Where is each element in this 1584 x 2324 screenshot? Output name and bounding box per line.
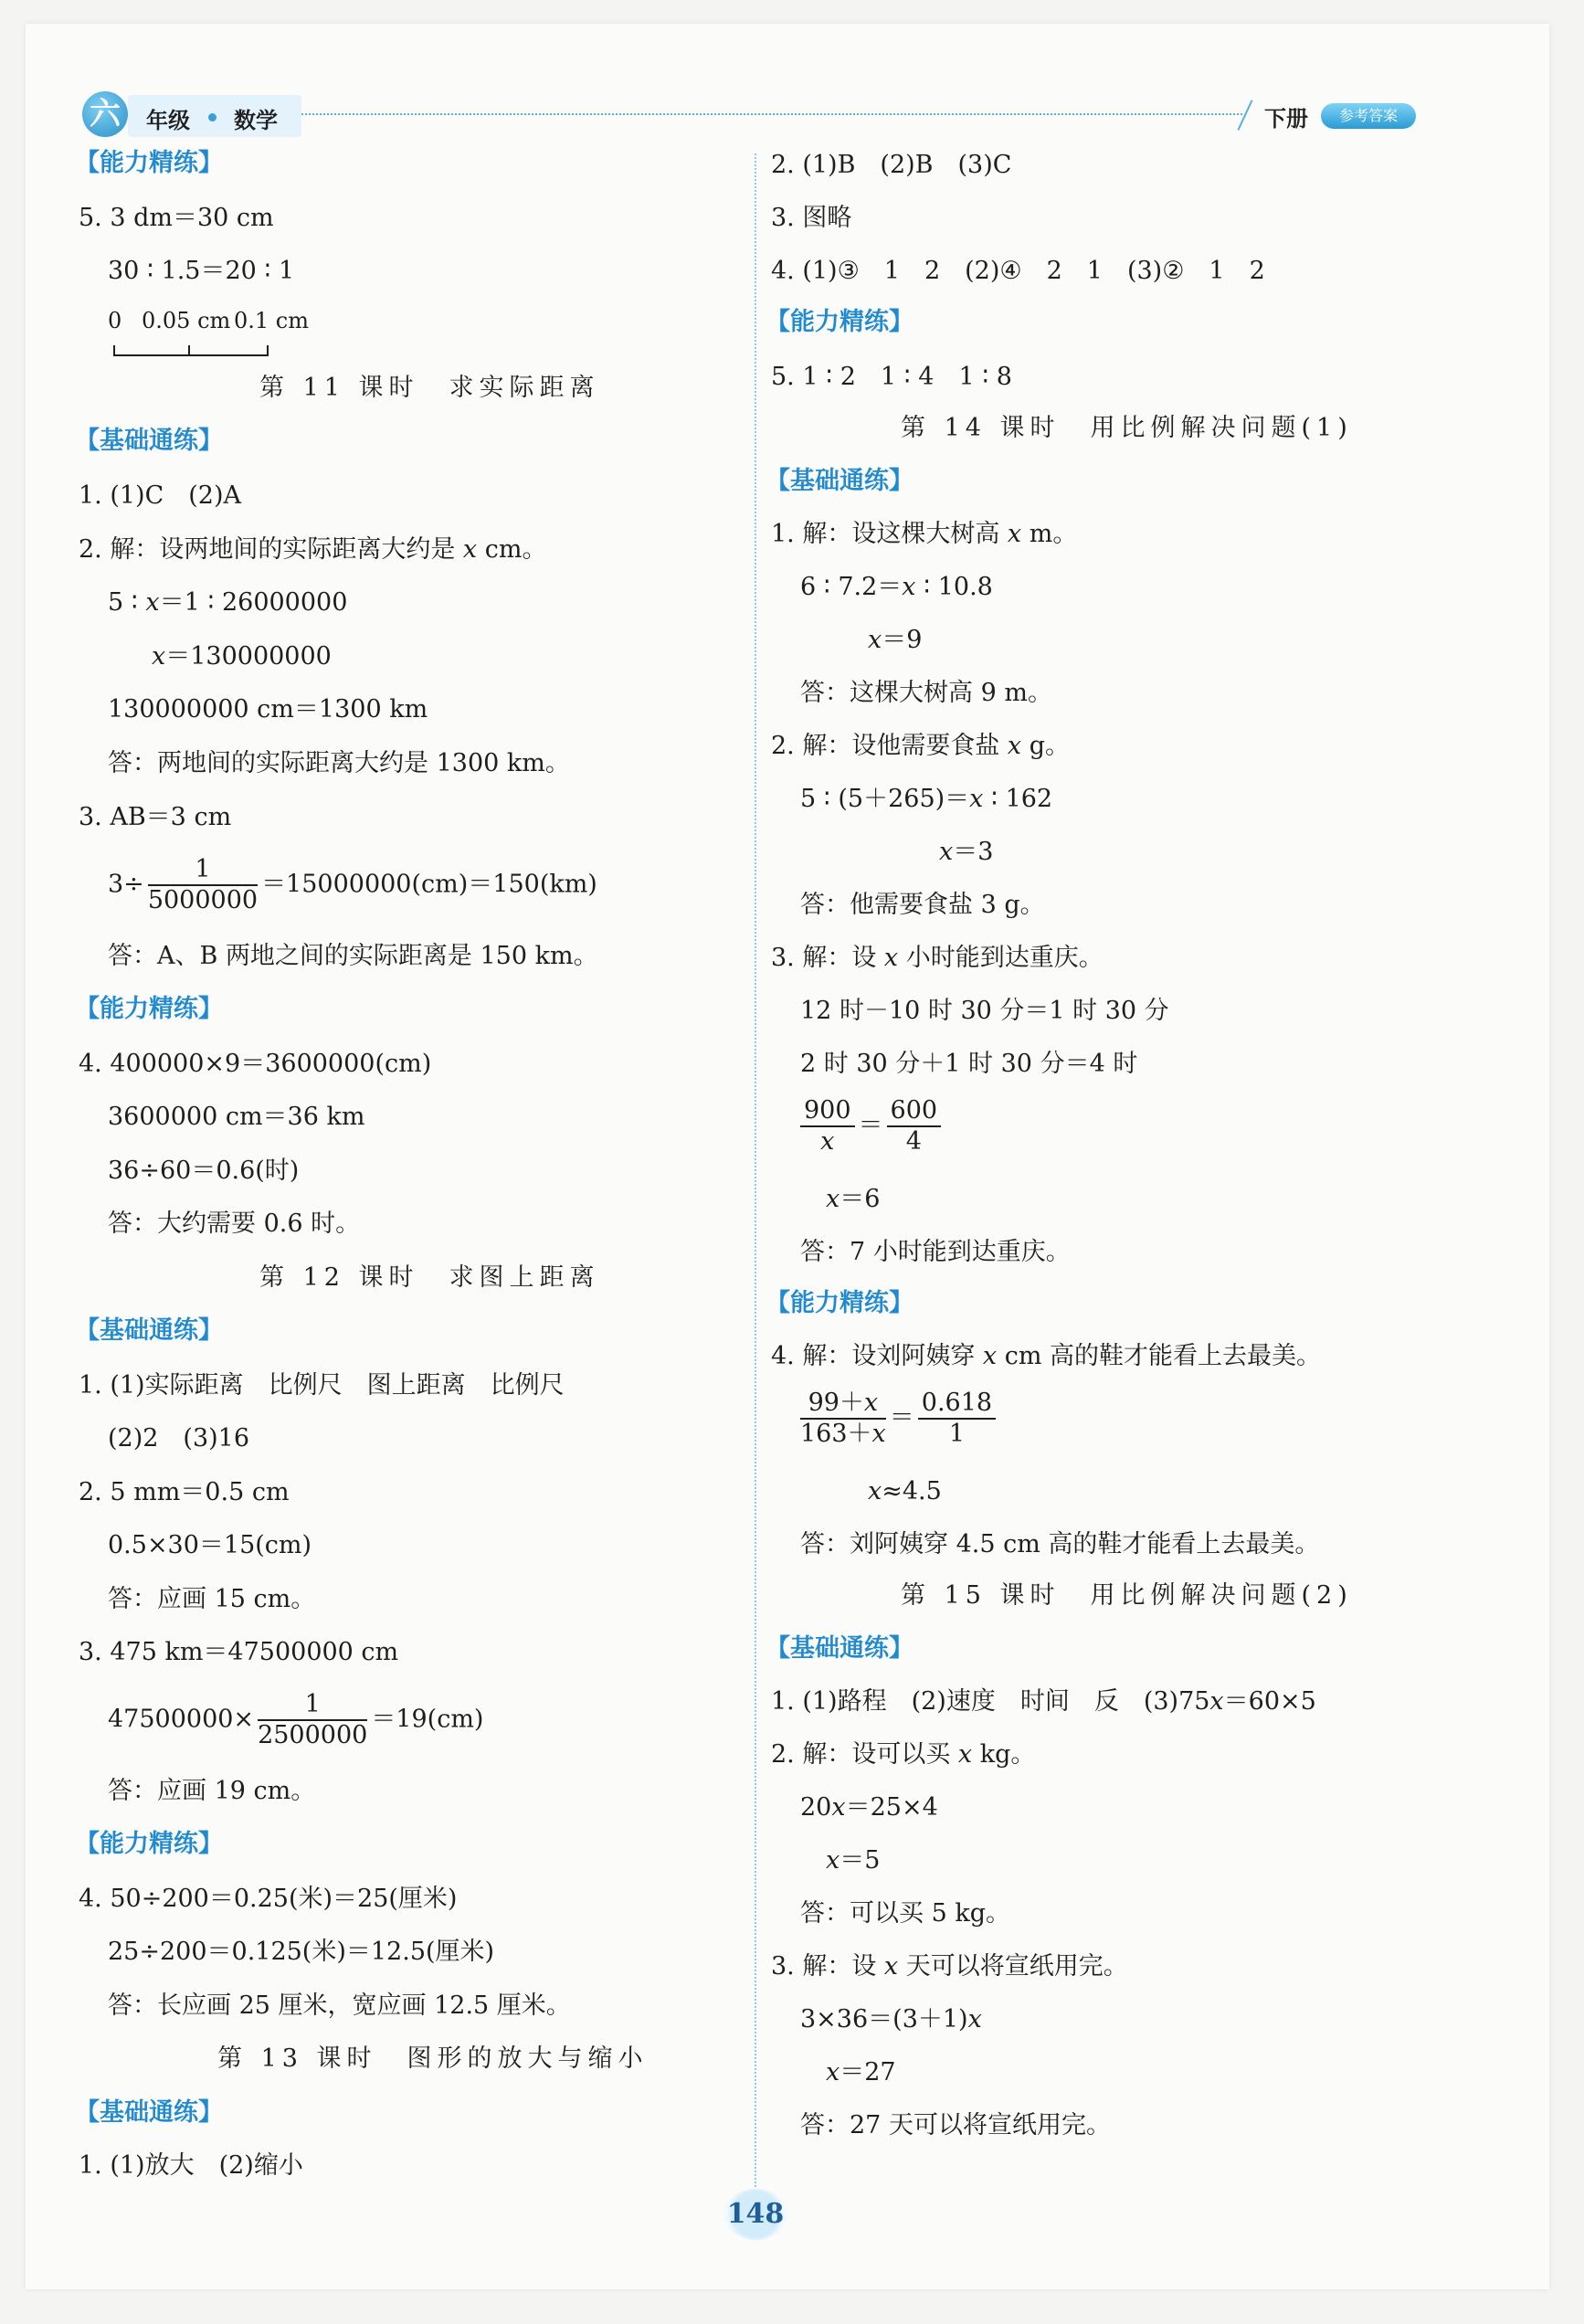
answer-line: (2)2 (3)16 [108,1424,250,1452]
section-ability: 【能力精练】 [766,1289,913,1317]
numerator: 600 [887,1096,942,1127]
section-ability: 【能力精练】 [75,149,223,177]
answer-line: 3. 解：设 𝑥 小时能到达重庆。 [771,944,1104,972]
fraction [800,1096,855,1157]
answer-line: 答：7 小时能到达重庆。 [800,1238,1071,1266]
answer-line: 𝑥＝3 [939,838,994,866]
section-basic: 【基础通练】 [75,427,223,455]
denominator: 2500000 [258,1721,368,1749]
expr-pre: 47500000× [108,1705,255,1734]
answer-line: 30 ∶ 1.5＝20 ∶ 1 [108,257,295,285]
answer-line: 3. AB＝3 cm [79,803,232,831]
section-ability: 【能力精练】 [75,995,223,1023]
answer-line: 1. (1)路程 (2)速度 时间 反 (3)75𝑥＝60×5 [771,1687,1316,1716]
header-rule [301,113,1242,115]
scale-label-end: 0.1 cm [234,308,309,333]
answer-line: 2. 解：设他需要食盐 𝑥 g。 [771,732,1071,760]
scale-label-mid: 0.05 cm [142,308,231,333]
expr-post: ＝19(cm) [371,1705,484,1734]
answer-line: 答：27 天可以将宣纸用完。 [800,2111,1111,2139]
page-number: 148 [723,2189,787,2240]
answer-line: 130000000 cm＝1300 km [108,695,428,724]
answer-line: 答：可以买 5 kg。 [800,1899,1010,1928]
section-ability: 【能力精练】 [75,1830,223,1858]
answer-key-badge: 参考答案 [1321,103,1416,129]
section-basic: 【基础通练】 [766,1634,913,1663]
fraction [887,1096,942,1157]
answer-line: 36÷60＝0.6(时) [108,1157,300,1185]
answer-line: 5 ∶ 𝑥＝1 ∶ 26000000 [108,588,348,617]
lesson-title: 第 11 课时 求实际距离 [259,374,600,402]
answer-line: 2. 解：设可以买 𝑥 kg。 [771,1740,1036,1769]
grade-badge: 六 [82,91,128,137]
answer-line: 𝑥≈4.5 [868,1477,942,1505]
answer-line: 答：刘阿姨穿 4.5 cm 高的鞋才能看上去最美。 [800,1530,1320,1558]
answer-line: 𝑥＝130000000 [152,642,332,671]
fraction-line [108,1690,483,1750]
denominator: 4 [905,1127,922,1156]
answer-line: 答：长应画 25 厘米，宽应画 12.5 厘米。 [108,1991,571,2020]
section-basic: 【基础通练】 [75,1316,223,1345]
answer-line: 𝑥＝9 [868,626,923,654]
answer-line: 20𝑥＝25×4 [800,1793,938,1822]
answer-line: 5. 1 ∶ 2 1 ∶ 4 1 ∶ 8 [771,363,1012,391]
answer-line: 25÷200＝0.125(米)＝12.5(厘米) [108,1938,495,1966]
answer-line: 5 ∶ (5＋265)＝𝑥 ∶ 162 [800,785,1053,813]
answer-line: 4. 400000×9＝3600000(cm) [79,1050,432,1078]
fraction [258,1690,367,1750]
fraction-line: $\frac{900}{\text{𝑥}}$ ＝ $\frac{600}{4}$ [797,1096,945,1157]
answer-line: 𝑥＝27 [826,2058,896,2086]
denominator: 163＋𝑥 [800,1420,886,1448]
fraction [800,1389,886,1449]
answer-line: 1. (1)放大 (2)缩小 [79,2151,303,2180]
section-basic: 【基础通练】 [75,2098,223,2127]
answer-line: 3. 图略 [771,204,852,232]
expr-post: ＝15000000(cm)＝150(km) [261,870,597,899]
answer-line: 答：大约需要 0.6 时。 [108,1210,361,1238]
answer-line: 答：这棵大树高 9 m。 [800,679,1052,707]
lesson-title: 第 15 课时 用比例解决问题(2) [901,1581,1353,1610]
scale-bar-tick [188,345,190,354]
denominator: 5000000 [147,886,259,914]
numerator: 1 [258,1690,367,1721]
scale-label-0: 0 [108,308,122,333]
answer-line: 6 ∶ 7.2＝𝑥 ∶ 10.8 [800,573,993,601]
fraction [148,855,258,915]
answer-line: 答：应画 15 cm。 [108,1585,316,1613]
numerator: 0.618 [918,1389,996,1420]
numerator: 1 [148,855,258,886]
volume-label: 下册 [1264,106,1308,132]
answer-line: 2 时 30 分＋1 时 30 分＝4 时 [800,1050,1138,1078]
answer-line: 3600000 cm＝36 km [108,1103,365,1131]
answer-line: 4. (1)③ 1 2 (2)④ 2 1 (3)② 1 2 [771,257,1265,285]
column-divider [755,153,756,2191]
answer-line: 3. 解：设 𝑥 天可以将宣纸用完。 [771,1952,1128,1981]
answer-line: 0.5×30＝15(cm) [108,1531,312,1559]
lesson-title: 第 12 课时 求图上距离 [259,1263,600,1292]
subject-label: 数学 [234,108,278,133]
section-basic: 【基础通练】 [766,467,913,495]
fraction-line: $\frac{\text{99＋𝑥}}{\text{163＋𝑥}}$ ＝ $\frac{0.618}{1}$ [797,1389,999,1449]
answer-line: 12 时－10 时 30 分＝1 时 30 分 [800,997,1169,1025]
answer-line: 答：应画 19 cm。 [108,1777,316,1805]
answer-line: 𝑥＝5 [826,1846,881,1875]
lesson-title: 第 13 课时 图形的放大与缩小 [217,2044,649,2073]
answer-line: 1. 解：设这棵大树高 𝑥 m。 [771,520,1078,548]
grade-label: 年级 [146,108,190,133]
scale-bar [113,345,269,356]
fraction-line [108,855,597,915]
answer-line: 答：他需要食盐 3 g。 [800,891,1045,919]
denominator: 1 [948,1420,965,1448]
numerator: 99＋𝑥 [800,1389,886,1420]
answer-line: 3. 475 km＝47500000 cm [79,1638,399,1666]
answer-line: 答：A、B 两地之间的实际距离是 150 km。 [108,942,598,970]
expr-pre: 3÷ [108,870,144,899]
answer-line: 2. (1)B (2)B (3)C [771,151,1012,179]
numerator: 900 [800,1096,855,1127]
answer-line: 1. (1)C (2)A [79,481,241,510]
fraction [918,1389,996,1449]
answer-line: 4. 解：设刘阿姨穿 𝑥 cm 高的鞋才能看上去最美。 [771,1342,1322,1370]
answer-line: 答：两地间的实际距离大约是 1300 km。 [108,749,570,777]
denominator: 𝑥 [820,1127,835,1156]
answer-line: 2. 解：设两地间的实际距离大约是 𝑥 cm。 [79,535,547,564]
answer-line: 5. 3 dm＝30 cm [79,204,274,232]
answer-line: 3×36＝(3＋1)𝑥 [800,2005,982,2034]
answer-line: 1. (1)实际距离 比例尺 图上距离 比例尺 [79,1371,565,1400]
section-ability: 【能力精练】 [766,308,913,336]
answer-line: 2. 5 mm＝0.5 cm [79,1478,290,1506]
answer-line: 4. 50÷200＝0.25(米)＝25(厘米) [79,1885,458,1913]
lesson-title: 第 14 课时 用比例解决问题(1) [901,414,1353,442]
dot-icon [208,113,216,121]
answer-line: 𝑥＝6 [826,1185,881,1213]
